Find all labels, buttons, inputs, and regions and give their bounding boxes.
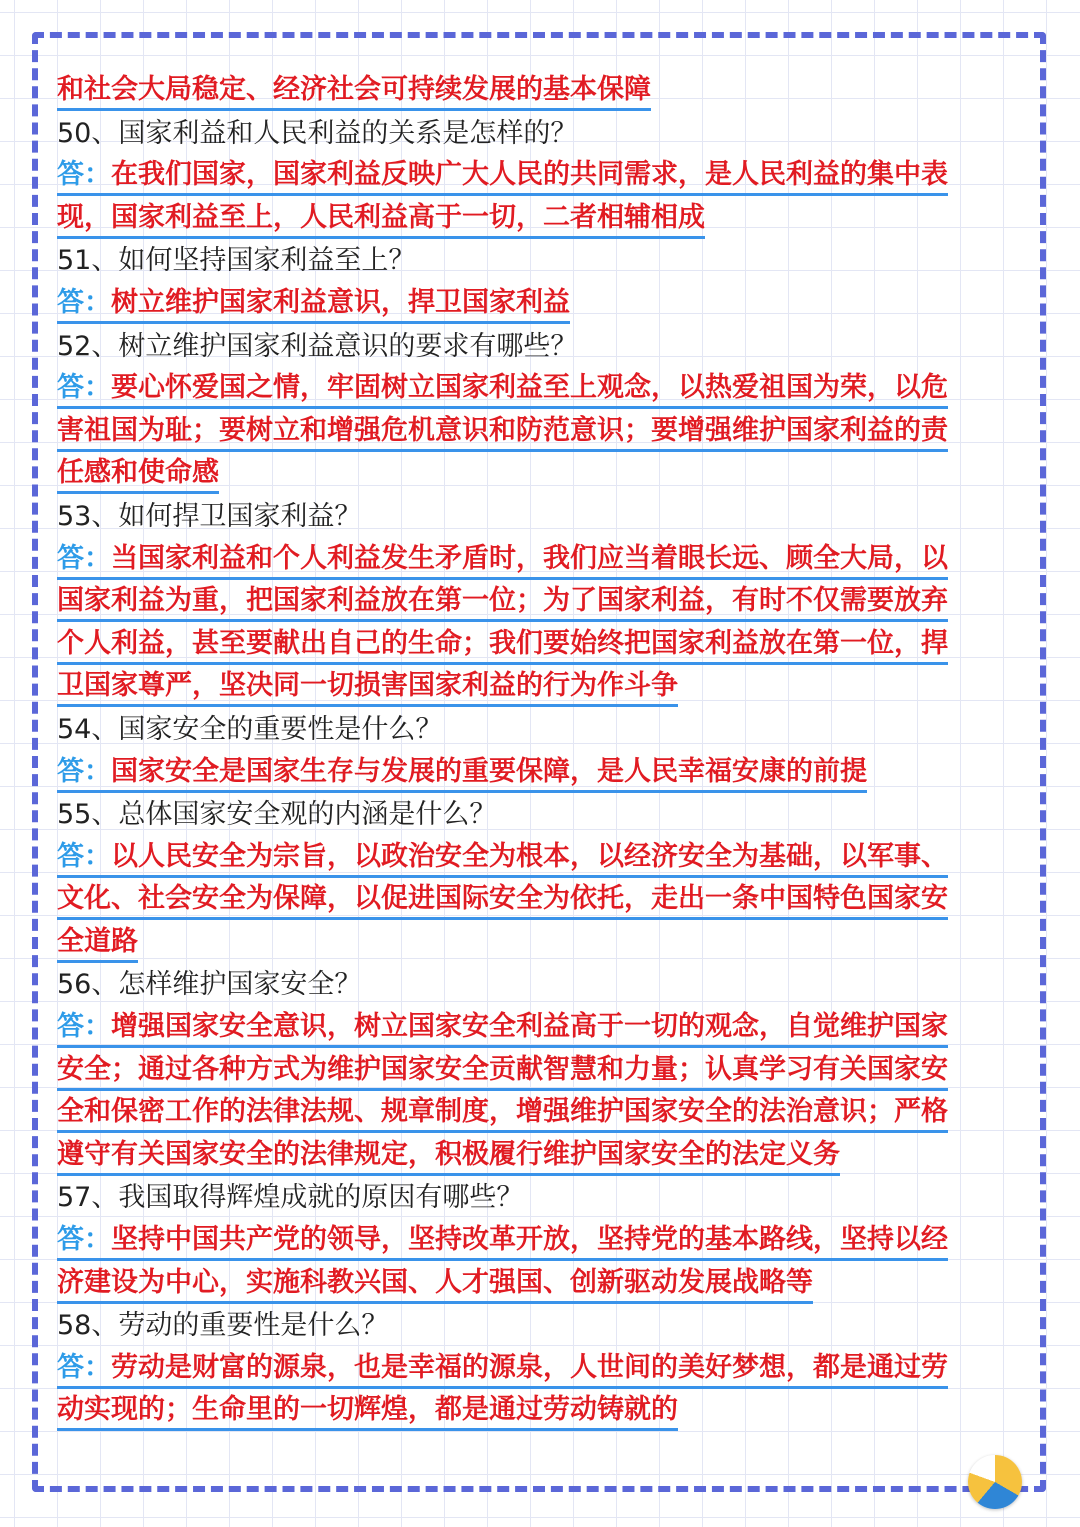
answer-label: 答： bbox=[57, 286, 111, 318]
answer-line bbox=[57, 1263, 1027, 1306]
answer-text: 卫国家尊严，坚决同一切损害国家利益的行为作斗争 bbox=[57, 670, 678, 702]
answer-underlined-text bbox=[57, 1137, 840, 1176]
answer-text: 当国家利益和个人利益发生矛盾时，我们应当着眼长远、顾全大局，以 bbox=[111, 542, 948, 574]
answer-underlined-text bbox=[57, 541, 948, 580]
answer-label: 答： bbox=[57, 1224, 111, 1256]
answer-underlined-text bbox=[57, 668, 678, 707]
answer-underlined-text bbox=[57, 1392, 678, 1431]
qa-document bbox=[57, 70, 1027, 1433]
answer-underlined-text bbox=[57, 413, 948, 452]
answer-label: 答： bbox=[57, 159, 111, 191]
answer-text: 个人利益，甚至要献出自己的生命；我们要始终把国家利益放在第一位，捍 bbox=[57, 627, 948, 659]
answer-label: 答： bbox=[57, 1351, 111, 1383]
question-text: 53、如何捍卫国家利益？ bbox=[57, 500, 362, 532]
answer-text: 动实现的；生命里的一切辉煌，都是通过劳动铸就的 bbox=[57, 1394, 678, 1426]
answer-line bbox=[57, 1220, 1027, 1263]
answer-line bbox=[57, 624, 1027, 667]
answer-line bbox=[57, 922, 1027, 965]
question-line bbox=[57, 240, 1027, 283]
answer-text: 文化、社会安全为保障，以促进国际安全为依托，走出一条中国特色国家安 bbox=[57, 883, 948, 915]
answer-text: 遵守有关国家安全的法律规定，积极履行维护国家安全的法定义务 bbox=[57, 1138, 840, 1170]
answer-underlined-text bbox=[57, 1350, 948, 1389]
answer-underlined-text bbox=[57, 285, 570, 324]
answer-underlined-text bbox=[57, 1265, 813, 1304]
question-text: 51、如何坚持国家利益至上？ bbox=[57, 245, 416, 277]
answer-text: 在我们国家，国家利益反映广大人民的共同需求，是人民利益的集中表 bbox=[111, 159, 948, 191]
answer-label: 答： bbox=[57, 840, 111, 872]
question-line bbox=[57, 326, 1027, 369]
answer-underlined-text bbox=[57, 1222, 948, 1261]
answer-label: 答： bbox=[57, 372, 111, 404]
answer-line bbox=[57, 1092, 1027, 1135]
answer-text: 全和保密工作的法律法规、规章制度，增强维护国家安全的法治意识；严格 bbox=[57, 1096, 948, 1128]
answer-underlined-text bbox=[57, 370, 948, 409]
answer-text: 树立维护国家利益意识，捍卫国家利益 bbox=[111, 286, 570, 318]
answer-underlined-text bbox=[57, 881, 948, 920]
answer-line bbox=[57, 539, 1027, 582]
answer-underlined-text bbox=[57, 72, 651, 111]
answer-line bbox=[57, 155, 1027, 198]
answer-line bbox=[57, 837, 1027, 880]
beach-ball-icon bbox=[968, 1455, 1022, 1509]
answer-line bbox=[57, 283, 1027, 326]
answer-text: 劳动是财富的源泉，也是幸福的源泉，人世间的美好梦想，都是通过劳 bbox=[111, 1351, 948, 1383]
answer-underlined-text bbox=[57, 626, 948, 665]
answer-line bbox=[57, 1390, 1027, 1433]
question-text: 50、国家利益和人民利益的关系是怎样的？ bbox=[57, 117, 578, 149]
answer-text: 增强国家安全意识，树立国家安全利益高于一切的观念，自觉维护国家 bbox=[111, 1011, 948, 1043]
answer-underlined-text bbox=[57, 1052, 948, 1091]
answer-text: 和社会大局稳定、经济社会可持续发展的基本保障 bbox=[57, 74, 651, 105]
answer-underlined-text bbox=[57, 839, 948, 878]
answer-line bbox=[57, 666, 1027, 709]
answer-underlined-text bbox=[57, 157, 948, 196]
question-line bbox=[57, 964, 1027, 1007]
question-text: 55、总体国家安全观的内涵是什么？ bbox=[57, 799, 497, 831]
question-line bbox=[57, 794, 1027, 837]
answer-line bbox=[57, 70, 1027, 113]
answer-underlined-text bbox=[57, 1094, 948, 1133]
answer-text: 现，国家利益至上，人民利益高于一切，二者相辅相成 bbox=[57, 201, 705, 233]
question-line bbox=[57, 1305, 1027, 1348]
answer-line bbox=[57, 368, 1027, 411]
answer-line bbox=[57, 453, 1027, 496]
question-line bbox=[57, 709, 1027, 752]
answer-line bbox=[57, 581, 1027, 624]
answer-text: 坚持中国共产党的领导，坚持改革开放，坚持党的基本路线，坚持以经 bbox=[111, 1224, 948, 1256]
answer-line bbox=[57, 1050, 1027, 1093]
answer-underlined-text bbox=[57, 455, 219, 494]
answer-text: 安全；通过各种方式为维护国家安全贡献智慧和力量；认真学习有关国家安 bbox=[57, 1053, 948, 1085]
answer-label: 答： bbox=[57, 1011, 111, 1043]
answer-line bbox=[57, 1135, 1027, 1178]
answer-label: 答： bbox=[57, 542, 111, 574]
answer-line bbox=[57, 879, 1027, 922]
answer-line bbox=[57, 752, 1027, 795]
answer-underlined-text bbox=[57, 754, 867, 793]
answer-line bbox=[57, 198, 1027, 241]
question-line bbox=[57, 113, 1027, 156]
answer-text: 济建设为中心，实施科教兴国、人才强国、创新驱动发展战略等 bbox=[57, 1266, 813, 1298]
answer-underlined-text bbox=[57, 200, 705, 239]
answer-text: 国家利益为重，把国家利益放在第一位；为了国家利益，有时不仅需要放弃 bbox=[57, 585, 948, 617]
question-line bbox=[57, 496, 1027, 539]
answer-text: 害祖国为耻；要树立和增强危机意识和防范意识；要增强维护国家利益的责 bbox=[57, 414, 948, 446]
question-text: 56、怎样维护国家安全？ bbox=[57, 969, 362, 1001]
answer-text: 任感和使命感 bbox=[57, 457, 219, 489]
answer-text: 要心怀爱国之情，牢固树立国家利益至上观念，以热爱祖国为荣，以危 bbox=[111, 372, 948, 404]
answer-line bbox=[57, 411, 1027, 454]
answer-underlined-text bbox=[57, 924, 138, 963]
answer-line bbox=[57, 1007, 1027, 1050]
question-text: 58、劳动的重要性是什么？ bbox=[57, 1310, 389, 1342]
question-text: 54、国家安全的重要性是什么？ bbox=[57, 713, 443, 745]
question-text: 57、我国取得辉煌成就的原因有哪些？ bbox=[57, 1182, 524, 1214]
answer-label: 答： bbox=[57, 755, 111, 787]
answer-text: 国家安全是国家生存与发展的重要保障，是人民幸福安康的前提 bbox=[111, 755, 867, 787]
question-text: 52、树立维护国家利益意识的要求有哪些？ bbox=[57, 330, 578, 362]
answer-underlined-text bbox=[57, 1009, 948, 1048]
answer-line bbox=[57, 1348, 1027, 1391]
answer-text: 以人民安全为宗旨，以政治安全为根本，以经济安全为基础，以军事、 bbox=[111, 840, 948, 872]
answer-text: 全道路 bbox=[57, 925, 138, 957]
answer-underlined-text bbox=[57, 583, 948, 622]
question-line bbox=[57, 1177, 1027, 1220]
